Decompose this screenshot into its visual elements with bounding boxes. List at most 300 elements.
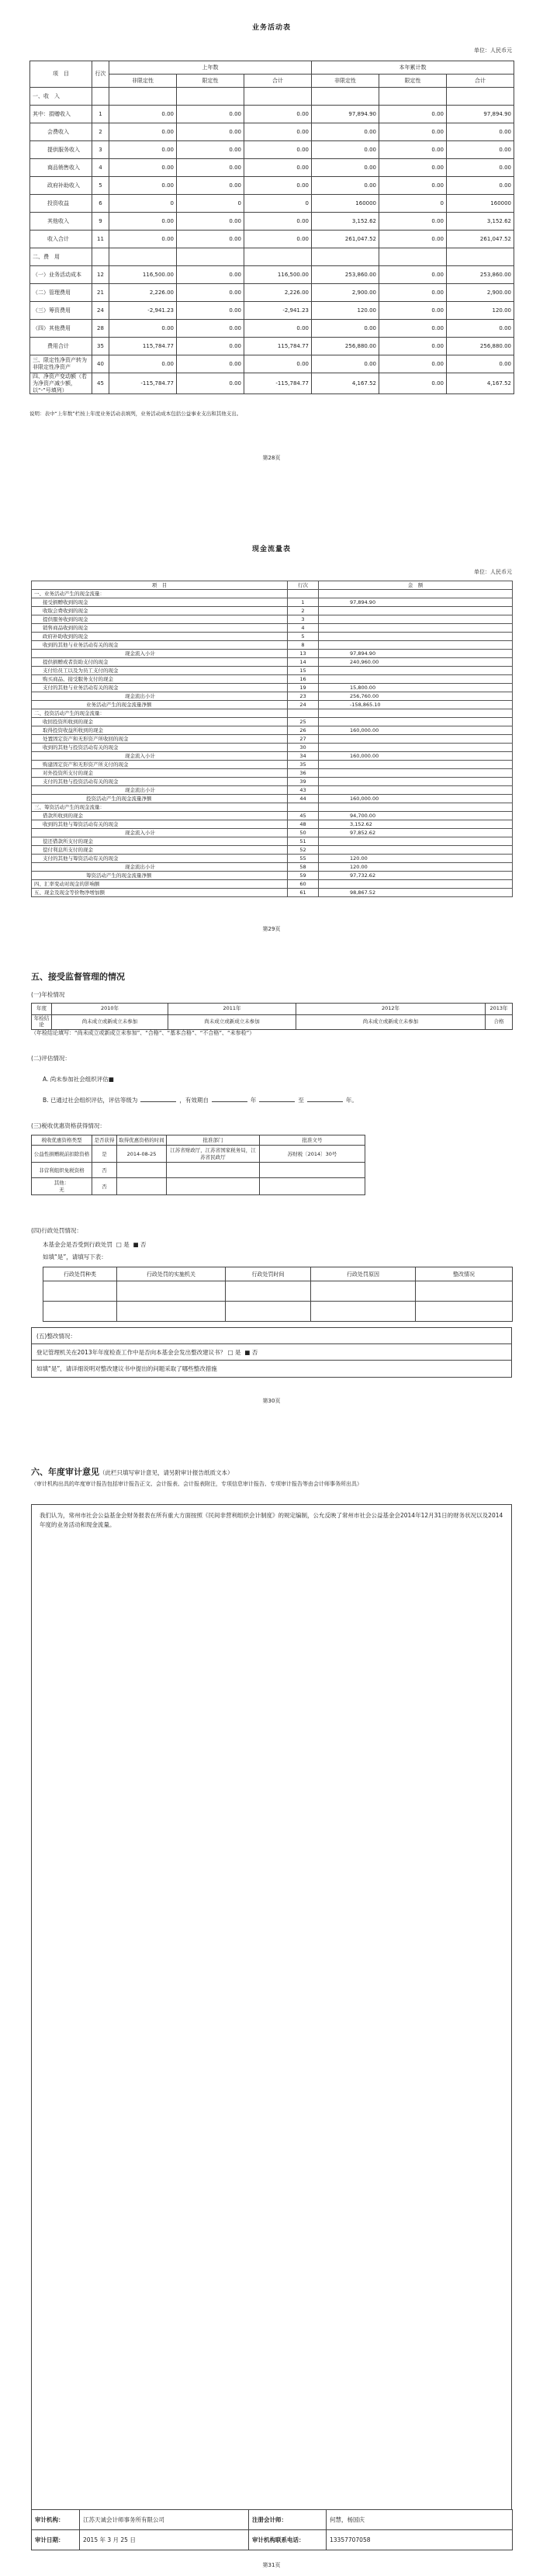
header-unrestricted: 非限定性 bbox=[312, 75, 379, 88]
empty-cell bbox=[117, 1281, 226, 1302]
activity-row-p3: 0.00 bbox=[244, 159, 312, 177]
tax-row-date bbox=[117, 1178, 167, 1195]
audit-date-row bbox=[32, 2530, 513, 2550]
activity-row-p2 bbox=[177, 248, 244, 266]
activity-row-label: （一）业务活动成本 bbox=[30, 266, 92, 284]
cashflow-row bbox=[32, 624, 513, 633]
cashflow-row-no: 2 bbox=[288, 607, 319, 615]
no-label: 否 bbox=[251, 1349, 258, 1356]
cashflow-row-no: 3 bbox=[288, 615, 319, 624]
activity-row-p1: 0.00 bbox=[109, 213, 177, 231]
empty-cell bbox=[43, 1302, 117, 1322]
cashflow-row-label: 接受捐赠收到的现金 bbox=[32, 598, 288, 607]
annual-check-note: （年检结论填写：“尚未成立或新成立未参加”、“合格”、“基本合格”、“不合格”、“未参检”） bbox=[31, 1030, 255, 1036]
cashflow-row-amount: 160,000.00 bbox=[319, 752, 513, 761]
tax-qualification-table bbox=[31, 1135, 365, 1195]
valid-from-label: ，有效期自 bbox=[179, 1097, 209, 1104]
activity-row-label: 三、限定性净资产转为非限定性净资产 bbox=[30, 355, 92, 373]
header-penalty-type: 行政处罚种类 bbox=[43, 1267, 117, 1281]
checked-box-icon: ■ bbox=[244, 1349, 251, 1356]
cashflow-row-label: 支付的其他与筹资活动有关的现金 bbox=[32, 855, 288, 863]
table-header-row bbox=[32, 581, 513, 590]
activity-row-c3: 2,900.00 bbox=[447, 284, 514, 302]
cashflow-row-no bbox=[288, 709, 319, 718]
to-label: 至 bbox=[298, 1097, 304, 1104]
activity-row-c3: 0.00 bbox=[447, 177, 514, 195]
activity-row-no bbox=[92, 88, 109, 106]
rectification-question-label: 登记管理机关在2013年年度检查工作中是否向本基金会发出整改建议书？ bbox=[36, 1349, 227, 1356]
cashflow-table bbox=[31, 581, 513, 897]
activity-row-label: （二）管理费用 bbox=[30, 284, 92, 302]
activity-row-c3 bbox=[447, 88, 514, 106]
year-label: 年 bbox=[250, 1097, 257, 1104]
table-header-row bbox=[43, 1267, 513, 1281]
activity-row-no: 35 bbox=[92, 338, 109, 355]
header-amount: 金 额 bbox=[319, 581, 513, 590]
header-item: 项 目 bbox=[30, 61, 92, 88]
evaluation-option-b bbox=[43, 1096, 358, 1104]
activity-row-p3: 116,500.00 bbox=[244, 266, 312, 284]
table-header-row bbox=[30, 61, 514, 75]
cashflow-row-amount bbox=[319, 624, 513, 633]
activity-row-c1 bbox=[312, 248, 379, 266]
activity-row-c2: 0.00 bbox=[379, 355, 447, 373]
activity-row bbox=[30, 320, 514, 338]
activity-row-p2: 0.00 bbox=[177, 123, 244, 141]
cashflow-row-amount bbox=[319, 633, 513, 641]
result-label: 年检结论 bbox=[32, 1015, 52, 1030]
activity-row-p2: 0.00 bbox=[177, 355, 244, 373]
cashflow-row-label: 对外投资所支付的现金 bbox=[32, 769, 288, 778]
activity-row-no: 12 bbox=[92, 266, 109, 284]
cashflow-row-label: 收回投资所收到的现金 bbox=[32, 718, 288, 726]
header-total: 合计 bbox=[447, 75, 514, 88]
tax-row bbox=[32, 1178, 365, 1195]
audit-date: 2015 年 3 月 25 日 bbox=[80, 2530, 249, 2550]
activity-row-label: （四）其他费用 bbox=[30, 320, 92, 338]
activity-row-p3 bbox=[244, 88, 312, 106]
activity-row-p3: 115,784.77 bbox=[244, 338, 312, 355]
cashflow-title: 现金流量表 bbox=[251, 546, 291, 553]
cashflow-row-label: 收到的其他与筹资活动有关的现金 bbox=[32, 820, 288, 829]
cashflow-row-no: 16 bbox=[288, 675, 319, 684]
result-cell: 尚未成立或新成立未参加 bbox=[296, 1015, 486, 1030]
cashflow-row bbox=[32, 812, 513, 820]
cashflow-row-no: 55 bbox=[288, 855, 319, 863]
cashflow-row-no: 61 bbox=[288, 889, 319, 897]
activity-row bbox=[30, 141, 514, 159]
activity-row-no: 4 bbox=[92, 159, 109, 177]
year-row bbox=[32, 1004, 513, 1015]
activity-row-c3: 0.00 bbox=[447, 123, 514, 141]
cashflow-row-no: 36 bbox=[288, 769, 319, 778]
audit-signature-table bbox=[31, 2509, 513, 2550]
activity-row bbox=[30, 248, 514, 266]
auditor-phone: 13357707058 bbox=[327, 2530, 513, 2550]
activity-row-p1: 0 bbox=[109, 195, 177, 213]
empty-cell bbox=[416, 1302, 513, 1322]
year-blank bbox=[212, 1096, 247, 1102]
activity-row-c1: 0.00 bbox=[312, 141, 379, 159]
cashflow-row-amount: 160,000.00 bbox=[319, 726, 513, 735]
cashflow-row bbox=[32, 726, 513, 735]
cashflow-row-label: 购建固定资产和无形资产所支付的现金 bbox=[32, 761, 288, 769]
cashflow-row-label: 支付给员工以及为员工支付的现金 bbox=[32, 667, 288, 675]
penalty-question bbox=[43, 1240, 147, 1249]
header-penalty-time: 行政处罚时间 bbox=[226, 1267, 311, 1281]
cashflow-row-amount bbox=[319, 615, 513, 624]
activity-row-p1: 0.00 bbox=[109, 320, 177, 338]
activity-row-p2: 0.00 bbox=[177, 284, 244, 302]
activity-row-c3: 3,152.62 bbox=[447, 213, 514, 231]
activity-row bbox=[30, 106, 514, 123]
page-number: 第29页 bbox=[262, 926, 281, 932]
auditor-row bbox=[32, 2510, 513, 2530]
cashflow-row-no: 5 bbox=[288, 633, 319, 641]
cashflow-row-amount: 97,894.90 bbox=[319, 598, 513, 607]
cashflow-row-amount: 15,800.00 bbox=[319, 684, 513, 692]
activity-row-c1: 0.00 bbox=[312, 123, 379, 141]
activity-row-p3: -115,784.77 bbox=[244, 373, 312, 394]
cashflow-row-amount: 94,700.00 bbox=[319, 812, 513, 820]
cashflow-row-amount bbox=[319, 761, 513, 769]
cashflow-row bbox=[32, 761, 513, 769]
cashflow-row-label: 筹资活动产生的现金流量净额 bbox=[32, 872, 288, 880]
cashflow-row-label: 收取会费收到的现金 bbox=[32, 607, 288, 615]
tax-row-obtained: 否 bbox=[92, 1163, 117, 1178]
cashflow-row-no: 39 bbox=[288, 778, 319, 786]
evaluation-option-a-label: A. 尚未参加社会组织评估 bbox=[43, 1076, 109, 1083]
activity-row-label: 其中：捐赠收入 bbox=[30, 106, 92, 123]
activity-row-label: 其他收入 bbox=[30, 213, 92, 231]
activity-row-c3: 4,167.52 bbox=[447, 373, 514, 394]
cashflow-row bbox=[32, 820, 513, 829]
activity-statement-title: 业务活动表 bbox=[251, 24, 291, 32]
activity-row-c1: 160000 bbox=[312, 195, 379, 213]
activity-row-label: 一、收 入 bbox=[30, 88, 92, 106]
tax-row bbox=[32, 1146, 365, 1163]
cashflow-row-amount: 3,152.62 bbox=[319, 820, 513, 829]
page-number: 第28页 bbox=[262, 455, 281, 461]
empty-cell bbox=[416, 1281, 513, 1302]
activity-row-c2 bbox=[379, 248, 447, 266]
cashflow-row bbox=[32, 735, 513, 744]
activity-row-p2: 0.00 bbox=[177, 141, 244, 159]
activity-row-p1: 116,500.00 bbox=[109, 266, 177, 284]
cashflow-row bbox=[32, 658, 513, 667]
checked-box-icon: ■ bbox=[133, 1241, 139, 1248]
activity-row-p3: 0.00 bbox=[244, 123, 312, 141]
activity-row-no: 28 bbox=[92, 320, 109, 338]
activity-row-c2: 0.00 bbox=[379, 123, 447, 141]
activity-row-p1: 0.00 bbox=[109, 106, 177, 123]
cashflow-row-label: 支付的其他与业务活动有关的现金 bbox=[32, 684, 288, 692]
tax-row-type: 非营利组织免税资格 bbox=[32, 1163, 92, 1178]
audit-heading-note: （此栏只填写审计意见，请另附审计报告纸质文本） bbox=[99, 1469, 233, 1476]
cashflow-row-amount bbox=[319, 846, 513, 855]
cashflow-row-amount: 120.00 bbox=[319, 863, 513, 872]
tax-row-doc_no bbox=[260, 1163, 365, 1178]
empty-cell bbox=[226, 1281, 311, 1302]
activity-row-no: 2 bbox=[92, 123, 109, 141]
activity-row-no: 21 bbox=[92, 284, 109, 302]
activity-row bbox=[30, 159, 514, 177]
penalty-instruction: 如填“是”，请填写下表： bbox=[43, 1253, 107, 1260]
activity-row-c1: 253,860.00 bbox=[312, 266, 379, 284]
activity-row-p1: 115,784.77 bbox=[109, 338, 177, 355]
activity-row-p2: 0.00 bbox=[177, 231, 244, 248]
activity-row-p3: 0.00 bbox=[244, 141, 312, 159]
cashflow-row-label: 现金流入小计 bbox=[32, 829, 288, 837]
auditor-label: 审计机构： bbox=[32, 2510, 80, 2530]
activity-row bbox=[30, 373, 514, 394]
cashflow-row bbox=[32, 872, 513, 880]
rectification-question bbox=[32, 1344, 511, 1361]
period-blank bbox=[259, 1096, 295, 1102]
header-row-no: 行次 bbox=[92, 61, 109, 88]
cashflow-row-amount: -158,865.10 bbox=[319, 701, 513, 709]
activity-row-label: 政府补助收入 bbox=[30, 177, 92, 195]
cashflow-row bbox=[32, 675, 513, 684]
cashflow-row-label: 投资活动产生的现金流量净额 bbox=[32, 795, 288, 803]
activity-row-c1: 2,900.00 bbox=[312, 284, 379, 302]
rectification-instruction: 如填“是”，请详细说明对整改建议书中提出的问题采取了哪些整改措施 bbox=[36, 1365, 217, 1372]
activity-note: 说明：表中“上年数”栏按上年度业务活动表填列，业务活动成本包括公益事业支出和其他支出。 bbox=[29, 411, 242, 417]
header-doc-no: 批准文号 bbox=[260, 1135, 365, 1146]
cashflow-row-label: 现金流入小计 bbox=[32, 752, 288, 761]
cashflow-row-label: 现金流出小计 bbox=[32, 692, 288, 701]
cashflow-row-label: 政府补助收到的现金 bbox=[32, 633, 288, 641]
tax-row-dept bbox=[167, 1163, 260, 1178]
activity-row-c3: 120.00 bbox=[447, 302, 514, 320]
checked-box-icon: ■ bbox=[108, 1076, 114, 1083]
cashflow-row-label: 收到的其他与业务活动有关的现金 bbox=[32, 641, 288, 650]
cashflow-row-no bbox=[288, 590, 319, 598]
cashflow-row-amount: 97,894.90 bbox=[319, 650, 513, 658]
cashflow-row-label: 四、汇率变动对现金的影响额 bbox=[32, 880, 288, 889]
tax-row bbox=[32, 1163, 365, 1178]
activity-row-c1: 256,880.00 bbox=[312, 338, 379, 355]
cashflow-row-label: 收到的其他与投资活动有关的现金 bbox=[32, 744, 288, 752]
cashflow-row-label: 取得投资收益所收到的现金 bbox=[32, 726, 288, 735]
cashflow-row bbox=[32, 590, 513, 598]
cashflow-row-label: 提供服务收到的现金 bbox=[32, 615, 288, 624]
header-total: 合计 bbox=[244, 75, 312, 88]
cashflow-row bbox=[32, 692, 513, 701]
header-type: 税收优惠资格类型 bbox=[32, 1135, 92, 1146]
tax-row-date bbox=[117, 1163, 167, 1178]
header-penalty-reason: 行政处罚原因 bbox=[311, 1267, 416, 1281]
cashflow-row-amount bbox=[319, 735, 513, 744]
cashflow-row-no: 24 bbox=[288, 701, 319, 709]
activity-row-c1: 120.00 bbox=[312, 302, 379, 320]
tax-row-doc_no bbox=[260, 1178, 365, 1195]
cashflow-row-amount bbox=[319, 709, 513, 718]
activity-row-p3: 0.00 bbox=[244, 320, 312, 338]
activity-row-p3: -2,941.23 bbox=[244, 302, 312, 320]
empty-cell bbox=[117, 1302, 226, 1322]
tax-row-type: 公益性捐赠税前扣除资格 bbox=[32, 1146, 92, 1163]
activity-row-c2: 0.00 bbox=[379, 231, 447, 248]
header-prev-year: 上年数 bbox=[109, 61, 312, 75]
activity-row-c1: 0.00 bbox=[312, 177, 379, 195]
evaluation-title: (二)评估情况： bbox=[31, 1055, 71, 1062]
activity-row-p3: 0.00 bbox=[244, 231, 312, 248]
year-blank bbox=[307, 1096, 343, 1102]
activity-row-label: 提供服务收入 bbox=[30, 141, 92, 159]
activity-row-c2: 0.00 bbox=[379, 141, 447, 159]
cashflow-row-no: 58 bbox=[288, 863, 319, 872]
activity-row-c1: 97,894.90 bbox=[312, 106, 379, 123]
activity-row-p2: 0.00 bbox=[177, 302, 244, 320]
cashflow-row-amount bbox=[319, 803, 513, 812]
cashflow-row-amount bbox=[319, 718, 513, 726]
cpa-label: 注册会计师： bbox=[249, 2510, 327, 2530]
cashflow-row-label: 借款所收到的现金 bbox=[32, 812, 288, 820]
cashflow-row-no: 14 bbox=[288, 658, 319, 667]
cashflow-row-amount: 256,760.00 bbox=[319, 692, 513, 701]
cashflow-row-no: 48 bbox=[288, 820, 319, 829]
activity-row-c3: 0.00 bbox=[447, 159, 514, 177]
header-rectification: 整改情况 bbox=[416, 1267, 513, 1281]
cashflow-row-label: 现金流出小计 bbox=[32, 863, 288, 872]
activity-statement-table bbox=[29, 61, 514, 394]
cashflow-row-no: 45 bbox=[288, 812, 319, 820]
cashflow-row-amount bbox=[319, 607, 513, 615]
audit-heading bbox=[31, 1465, 512, 1478]
cashflow-row bbox=[32, 641, 513, 650]
cashflow-row-amount bbox=[319, 641, 513, 650]
cashflow-row-no: 8 bbox=[288, 641, 319, 650]
cashflow-row-amount: 97,852.62 bbox=[319, 829, 513, 837]
activity-row-p3: 0 bbox=[244, 195, 312, 213]
activity-row-label: 四、净资产变动额（若为净资产减少额，以“-”号填列） bbox=[30, 373, 92, 394]
activity-row bbox=[30, 355, 514, 373]
result-row bbox=[32, 1015, 513, 1030]
cashflow-row bbox=[32, 769, 513, 778]
activity-row-c3: 0.00 bbox=[447, 355, 514, 373]
cashflow-row-no: 51 bbox=[288, 837, 319, 846]
cashflow-row-amount: 98,867.52 bbox=[319, 889, 513, 897]
cashflow-row-amount: 160,000.00 bbox=[319, 795, 513, 803]
activity-row-p2: 0.00 bbox=[177, 338, 244, 355]
activity-row-p3: 2,226.00 bbox=[244, 284, 312, 302]
cashflow-row-no: 43 bbox=[288, 786, 319, 795]
activity-row-c1: 4,167.52 bbox=[312, 373, 379, 394]
cashflow-row bbox=[32, 863, 513, 872]
activity-row-p1 bbox=[109, 248, 177, 266]
activity-row-label: 二、费 用 bbox=[30, 248, 92, 266]
activity-row-c2: 0.00 bbox=[379, 266, 447, 284]
unchecked-box-icon: □ bbox=[116, 1241, 122, 1248]
activity-row-p1: -115,784.77 bbox=[109, 373, 177, 394]
tax-title: (三)税收优惠资格获得情况： bbox=[31, 1122, 105, 1129]
cashflow-row bbox=[32, 709, 513, 718]
cashflow-row-label: 销售商品收到的现金 bbox=[32, 624, 288, 633]
tax-row-dept: 江苏省财政厅，江苏省国家税务局，江苏省民政厅 bbox=[167, 1146, 260, 1163]
cashflow-row-amount bbox=[319, 667, 513, 675]
rectification-box bbox=[31, 1327, 512, 1378]
cashflow-row bbox=[32, 701, 513, 709]
activity-row-c3: 256,880.00 bbox=[447, 338, 514, 355]
cashflow-row-no: 13 bbox=[288, 650, 319, 658]
activity-row-no: 11 bbox=[92, 231, 109, 248]
cashflow-row-label: 购买商品、接受服务支付的现金 bbox=[32, 675, 288, 684]
tax-row-dept bbox=[167, 1178, 260, 1195]
header-penalty-authority: 行政处罚的实施机关 bbox=[117, 1267, 226, 1281]
cashflow-row bbox=[32, 667, 513, 675]
cashflow-row-no: 52 bbox=[288, 846, 319, 855]
cashflow-row-label: 现金流出小计 bbox=[32, 786, 288, 795]
activity-row-p1: 2,226.00 bbox=[109, 284, 177, 302]
activity-row-c1 bbox=[312, 88, 379, 106]
activity-row-no: 6 bbox=[92, 195, 109, 213]
header-date: 取得优惠资格的时间 bbox=[117, 1135, 167, 1146]
header-current-year: 本年累计数 bbox=[312, 61, 514, 75]
currency-unit: 单位：人民币元 bbox=[474, 47, 512, 54]
cashflow-row-label: 偿还借款所支付的现金 bbox=[32, 837, 288, 846]
cashflow-row bbox=[32, 846, 513, 855]
activity-row-c3: 261,047.52 bbox=[447, 231, 514, 248]
table-header-row bbox=[32, 1135, 365, 1146]
cashflow-row bbox=[32, 615, 513, 624]
cashflow-row-no: 4 bbox=[288, 624, 319, 633]
cashflow-row-no: 59 bbox=[288, 872, 319, 880]
cashflow-row bbox=[32, 744, 513, 752]
year-label: 年。 bbox=[345, 1097, 358, 1104]
activity-row-c3: 97,894.90 bbox=[447, 106, 514, 123]
activity-row-no bbox=[92, 248, 109, 266]
grade-blank bbox=[140, 1096, 176, 1102]
audit-heading-title: 六、年度审计意见 bbox=[31, 1467, 99, 1477]
activity-row-p2: 0.00 bbox=[177, 106, 244, 123]
cashflow-row bbox=[32, 855, 513, 863]
activity-row-c3: 0.00 bbox=[447, 141, 514, 159]
supervision-heading: 五、接受监督管理的情况 bbox=[31, 972, 125, 982]
tax-row-obtained: 是 bbox=[92, 1146, 117, 1163]
header-row-no: 行次 bbox=[288, 581, 319, 590]
cashflow-row-amount bbox=[319, 590, 513, 598]
activity-row-c2: 0 bbox=[379, 195, 447, 213]
activity-row-c2: 0.00 bbox=[379, 373, 447, 394]
cashflow-row bbox=[32, 684, 513, 692]
result-cell: 尚未成立或新成立未参加 bbox=[52, 1015, 168, 1030]
evaluation-option-b-label: B. 已通过社会组织评估，评估等级为 bbox=[43, 1097, 138, 1104]
activity-row-no: 40 bbox=[92, 355, 109, 373]
cashflow-row bbox=[32, 803, 513, 812]
cashflow-row-label: 二、投资活动产生的现金流量： bbox=[32, 709, 288, 718]
cashflow-row-no: 25 bbox=[288, 718, 319, 726]
auditor-name: 江苏天诚会计师事务所有限公司 bbox=[80, 2510, 249, 2530]
cashflow-row-no: 23 bbox=[288, 692, 319, 701]
activity-row-p2: 0.00 bbox=[177, 213, 244, 231]
activity-row-c3: 160000 bbox=[447, 195, 514, 213]
activity-row-label: 费用合计 bbox=[30, 338, 92, 355]
result-cell: 合格 bbox=[486, 1015, 513, 1030]
activity-row-p2: 0.00 bbox=[177, 373, 244, 394]
cashflow-row bbox=[32, 829, 513, 837]
activity-row-p3: 0.00 bbox=[244, 213, 312, 231]
penalty-table bbox=[43, 1267, 513, 1322]
cashflow-row bbox=[32, 889, 513, 897]
activity-row bbox=[30, 123, 514, 141]
cashflow-row-no: 19 bbox=[288, 684, 319, 692]
cashflow-row bbox=[32, 650, 513, 658]
activity-row-no: 3 bbox=[92, 141, 109, 159]
activity-row-p3 bbox=[244, 248, 312, 266]
unchecked-box-icon: □ bbox=[227, 1349, 233, 1356]
activity-row-label: 收入合计 bbox=[30, 231, 92, 248]
